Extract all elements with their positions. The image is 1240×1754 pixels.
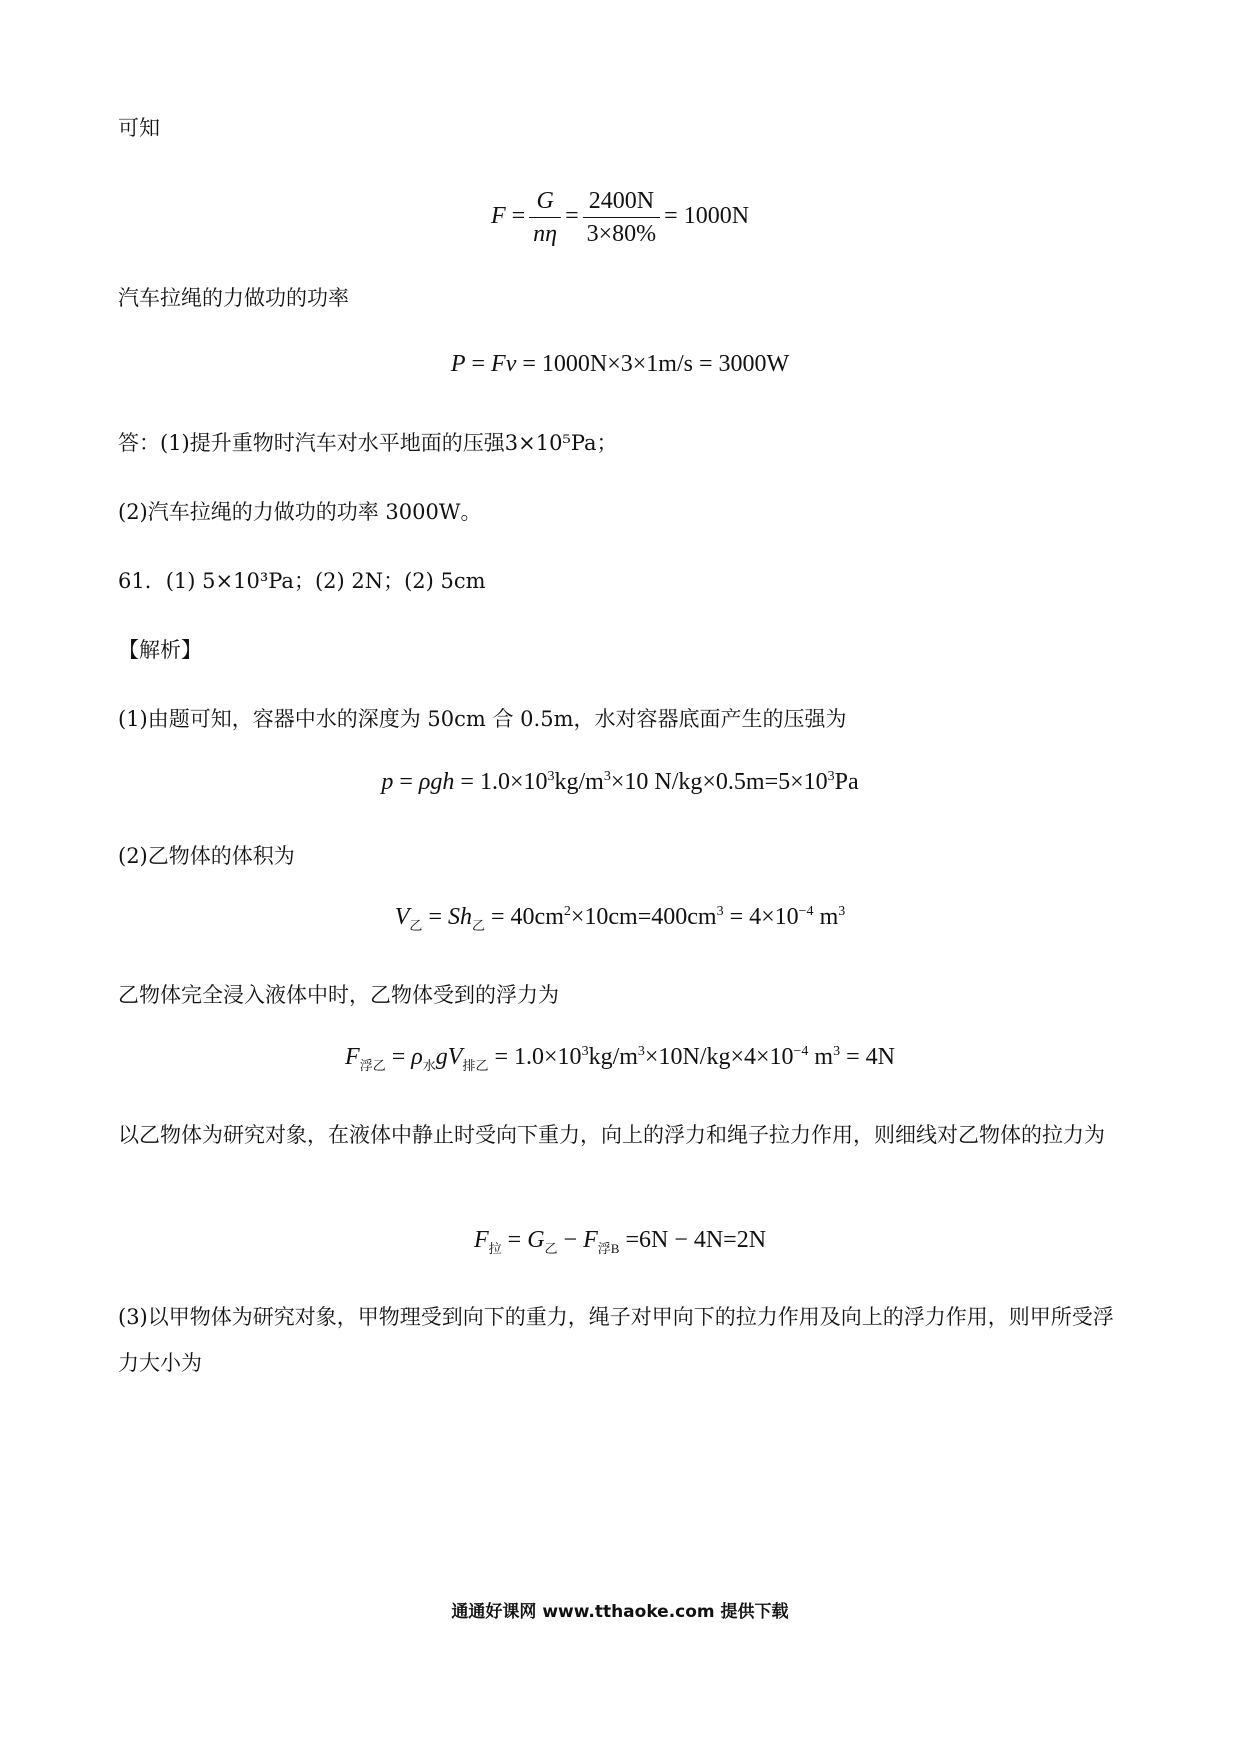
text-jiexi: 【解析】 <box>118 638 202 662</box>
equation-pressure: $p = \rho gh = 1.0\times 10^3kg/m^3\times 10$ $N/kg\times 0.5m=5\times 10^3Pa$ <box>381 769 859 795</box>
text-part1: (1)由题可知，容器中水的深度为 50cm 合 0.5m，水对容器底面产生的压强为 <box>118 707 847 731</box>
text-part2: (2)乙物体的体积为 <box>118 844 295 868</box>
text-answer1 <box>118 428 618 458</box>
equation-tension: $F_拉 = G_乙 - F_{浮B} =6N - 4N=2N$ <box>473 1227 767 1256</box>
answer1-prefix: 答：(1)提升重物时汽车对水平地面的压强 <box>118 431 505 455</box>
text-tension-intro: 以乙物体为研究对象，在液体中静止时受向下重力，向上的浮力和绳子拉力作用，则细线对乙物体的拉力为 <box>118 1123 1105 1147</box>
text-power-label: 汽车拉绳的力做功的功率 <box>118 286 349 310</box>
text-part3: (3)以甲物体为研究对象，甲物理受到向下的重力，绳子对甲向下的拉力作用及向上的浮力作用，则甲所受浮力大小为 <box>118 1305 1114 1375</box>
text-answer2: (2)汽车拉绳的力做功的功率 3000W。 <box>118 500 482 524</box>
page-footer: 通通好课网 www.tthaoke.com 提供下载 <box>451 1602 789 1622</box>
text-kezhi: 可知 <box>118 116 160 140</box>
answer1-value: 3×10⁵Pa； <box>504 431 618 455</box>
text-q61: 61．(1) 5×10³Pa；(2) 2N；(2) 5cm <box>118 569 486 593</box>
equation-force: F = $\frac{G}{n\eta}$ = $\frac{2400N}{3\times 80\%}$ = 1000N <box>490 188 750 247</box>
equation-buoyancy: $F_{浮乙} = \rho_水gV_{排乙} = 1.0\times 10^3kg/m^3\times 10N/kg\times 4\times 10^{-4}$ $m^3 = 4N$ <box>345 1044 895 1073</box>
text-buoyancy-intro: 乙物体完全浸入液体中时，乙物体受到的浮力为 <box>118 983 559 1007</box>
equation-volume: $V_乙 = Sh_乙 = 40cm^2\times 10cm=400cm^3 = 4\times 10^{-4}$ $m^3$ <box>394 904 846 933</box>
equation-power: P = Fv = 1000N×3×1m/s = 3000W <box>450 351 790 377</box>
